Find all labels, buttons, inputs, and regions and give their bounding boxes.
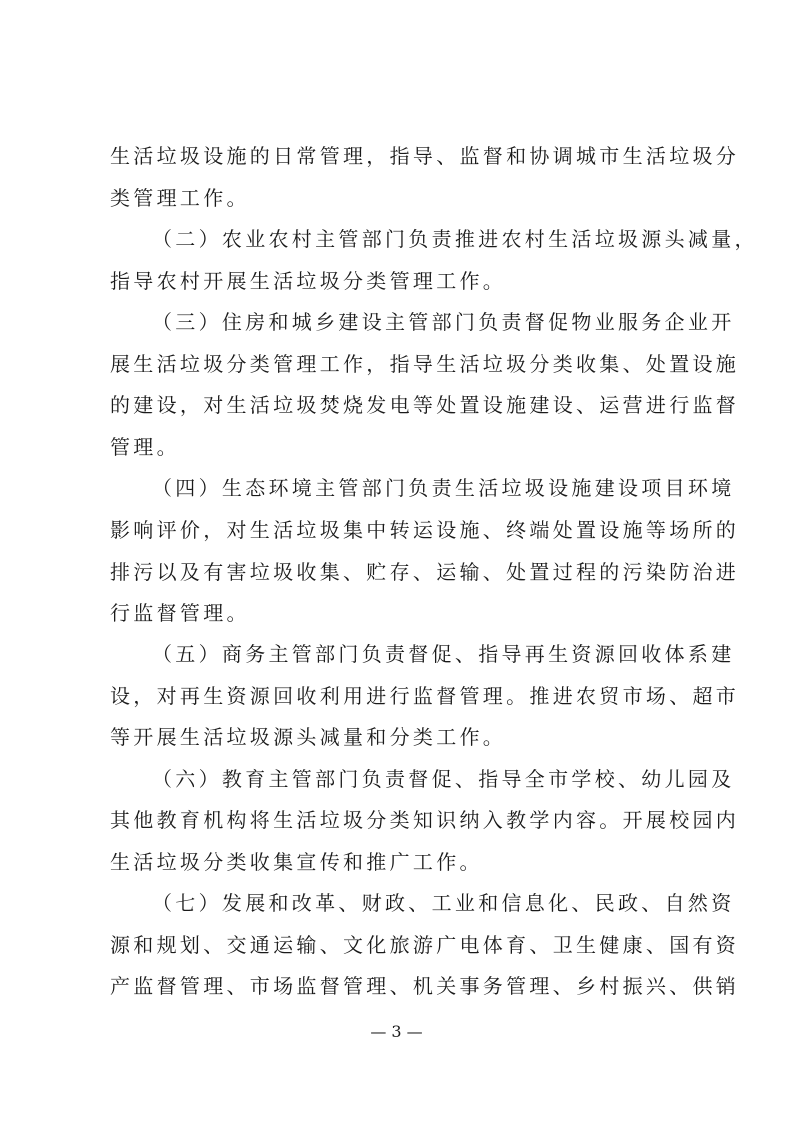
paragraph-6-start: （六）教育主管部门负责督促、指导全市学校、幼儿园及 [152,767,735,791]
text-line: 指导农村开展生活垃圾分类管理工作。 [110,269,507,293]
text-line: 影响评价，对生活垃圾集中转运设施、终端处置设施等场所的 [110,518,740,542]
text-line: 源和规划、交通运输、文化旅游广电体育、卫生健康、国有资 [110,933,740,957]
paragraph-2-start: （二）农业农村主管部门负责推进农村生活垃圾源头减量， [152,227,758,251]
text-line: 其他教育机构将生活垃圾分类知识纳入教学内容。开展校园内 [110,808,740,832]
paragraph-7-start: （七）发展和改革、财政、工业和信息化、民政、自然资 [152,891,735,915]
paragraph-3-start: （三）住房和城乡建设主管部门负责督促物业服务企业开 [152,310,735,334]
paragraph-5-start: （五）商务主管部门负责督促、指导再生资源回收体系建 [152,642,735,666]
text-line: 生活垃圾设施的日常管理，指导、监督和协调城市生活垃圾分 [110,144,740,168]
text-line: 设，对再生资源回收利用进行监督管理。推进农贸市场、超市 [110,684,740,708]
text-line: 类管理工作。 [110,186,250,210]
text-line: 排污以及有害垃圾收集、贮存、运输、处置过程的污染防治进 [110,560,740,584]
text-line: 生活垃圾分类收集宣传和推广工作。 [110,850,483,874]
text-line: 展生活垃圾分类管理工作，指导生活垃圾分类收集、处置设施 [110,352,740,376]
page-number: — 3 — [370,1022,423,1041]
text-line: 等开展生活垃圾源头减量和分类工作。 [110,725,507,749]
text-line: 产监督管理、市场监督管理、机关事务管理、乡村振兴、供销 [110,974,740,998]
text-line: 行监督管理。 [110,601,250,625]
text-line: 管理。 [110,435,180,459]
text-line: 的建设，对生活垃圾焚烧发电等处置设施建设、运营进行监督 [110,393,740,417]
paragraph-4-start: （四）生态环境主管部门负责生活垃圾设施建设项目环境 [152,476,735,500]
